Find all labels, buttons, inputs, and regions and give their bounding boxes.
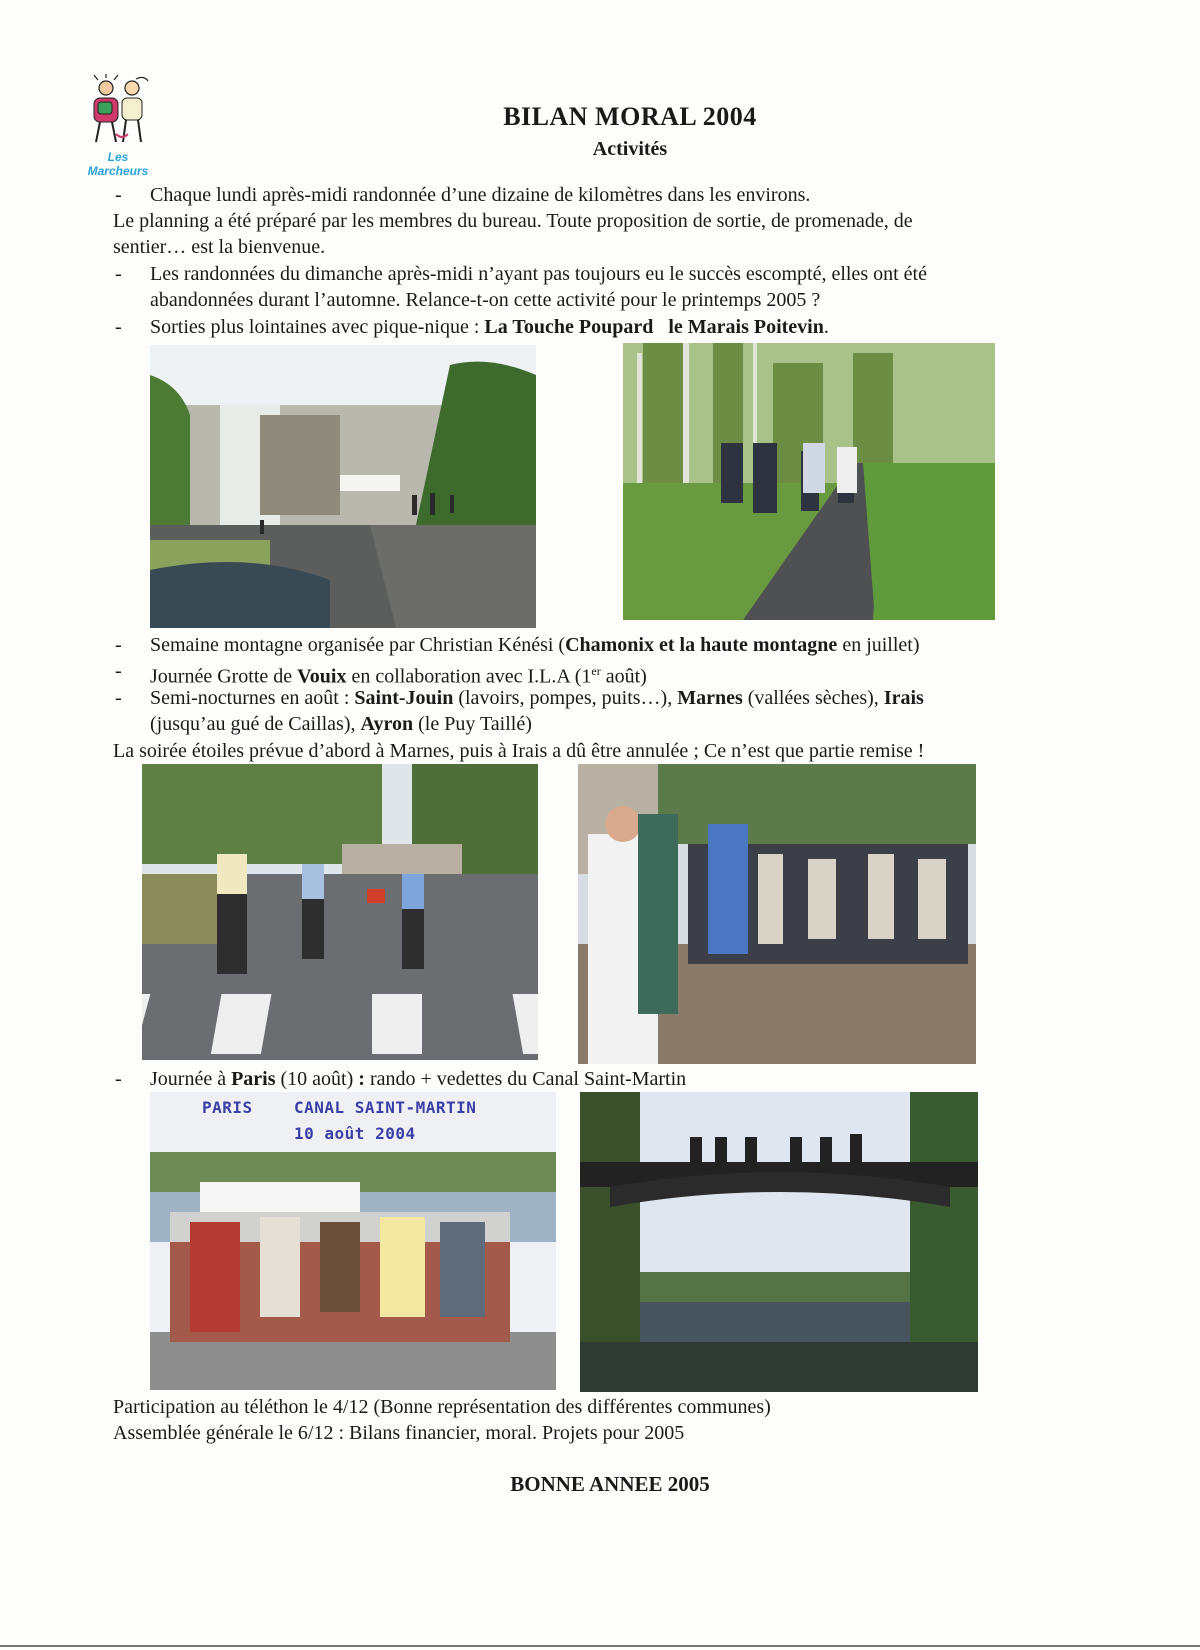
text-line-11: La soirée étoiles prévue d’abord à Marnes, puis à Irais a dû être annulée ; Ce n’est que partie remise ! (113, 740, 925, 762)
bullet-dash: - (115, 687, 122, 709)
text-segment: Journée Grotte de (150, 665, 298, 688)
place-vouix: Vouix (297, 665, 347, 688)
text-segment: (lavoirs, pompes, puits…), (453, 687, 678, 709)
text-line-6 (150, 314, 829, 340)
bullet-dash: - (115, 263, 122, 285)
text-line-1: Chaque lundi après-midi randonnée d’une dizaine de kilomètres dans les environs. (150, 184, 811, 206)
club-logo (76, 74, 160, 178)
logo-label: Les Marcheurs (87, 150, 149, 178)
place-ayron: Ayron (360, 713, 414, 735)
superscript: er (591, 664, 601, 678)
place-paris: Paris (231, 1068, 276, 1090)
text-segment: en collaboration avec I.L.A (1 (346, 665, 592, 688)
text-segment: (jusqu’au gué de Caillas), (150, 713, 361, 735)
place-irais: Irais (883, 687, 924, 709)
page-edge-line (0, 1645, 1200, 1647)
bullet-dash: - (115, 184, 122, 206)
bullet-dash: - (115, 316, 122, 338)
photo-caption-place: PARIS (202, 1098, 253, 1117)
text-segment: (vallées sèches), (742, 687, 884, 709)
text-segment: en juillet) (837, 634, 920, 656)
text-segment: Journée à (150, 1068, 232, 1090)
text-line-4: Les randonnées du dimanche après-midi n’ayant pas toujours eu le succès escompté, elles ont été (150, 263, 927, 285)
place-marnes: Marnes (677, 687, 743, 709)
text-segment: (10 août) (275, 1068, 359, 1090)
text-line-9 (150, 685, 924, 711)
text-line-12 (150, 1066, 686, 1092)
photo-paris-group (150, 1092, 556, 1390)
bullet-dash: - (115, 660, 122, 682)
text-colon: : (358, 1068, 365, 1090)
text-segment: (le Puy Taillé) (413, 713, 532, 735)
photo-canal-bridge (580, 1092, 978, 1392)
photo-dam (150, 345, 536, 628)
photo-group-evening (578, 764, 976, 1064)
bullet-dash: - (115, 634, 122, 656)
bullet-dash: - (115, 1068, 122, 1090)
closing-greeting: BONNE ANNEE 2005 (510, 1472, 710, 1496)
text-line-3: sentier… est la bienvenue. (113, 236, 326, 258)
text-line-10 (150, 711, 532, 737)
text-line-14: Assemblée générale le 6/12 : Bilans financier, moral. Projets pour 2005 (113, 1422, 685, 1444)
text-line-2: Le planning a été préparé par les membres du bureau. Toute proposition de sortie, de promenade, de (113, 210, 913, 232)
photo-walk-path (623, 343, 995, 620)
text-segment: . (823, 316, 829, 338)
text-line-7 (150, 632, 920, 658)
text-segment: rando + vedettes du Canal Saint-Martin (364, 1068, 687, 1090)
text-line-5: abandonnées durant l’automne. Relance-t-on cette activité pour le printemps 2005 ? (150, 289, 821, 311)
place-marais-poitevin: le Marais Poitevin (668, 316, 824, 338)
text-segment: Semaine montagne organisée par Christian Kénési ( (150, 634, 566, 656)
text-segment: Semi-nocturnes en août : (150, 687, 355, 709)
place-saint-jouin: Saint-Jouin (354, 687, 454, 709)
photo-caption-date: 10 août 2004 (294, 1124, 416, 1143)
place-chamonix: Chamonix et la haute montagne (565, 634, 838, 656)
text-segment: Sorties plus lointaines avec pique-nique : (150, 316, 485, 338)
place-la-touche-poupard: La Touche Poupard (484, 316, 654, 338)
photo-caption-canal: CANAL SAINT-MARTIN (294, 1098, 477, 1117)
text-segment: août) (600, 665, 647, 688)
text-line-13: Participation au téléthon le 4/12 (Bonne représentation des différentes communes) (113, 1396, 771, 1418)
photo-road-crossing (142, 764, 538, 1060)
page-title: BILAN MORAL 2004 (503, 102, 757, 131)
page-subtitle: Activités (592, 138, 668, 160)
